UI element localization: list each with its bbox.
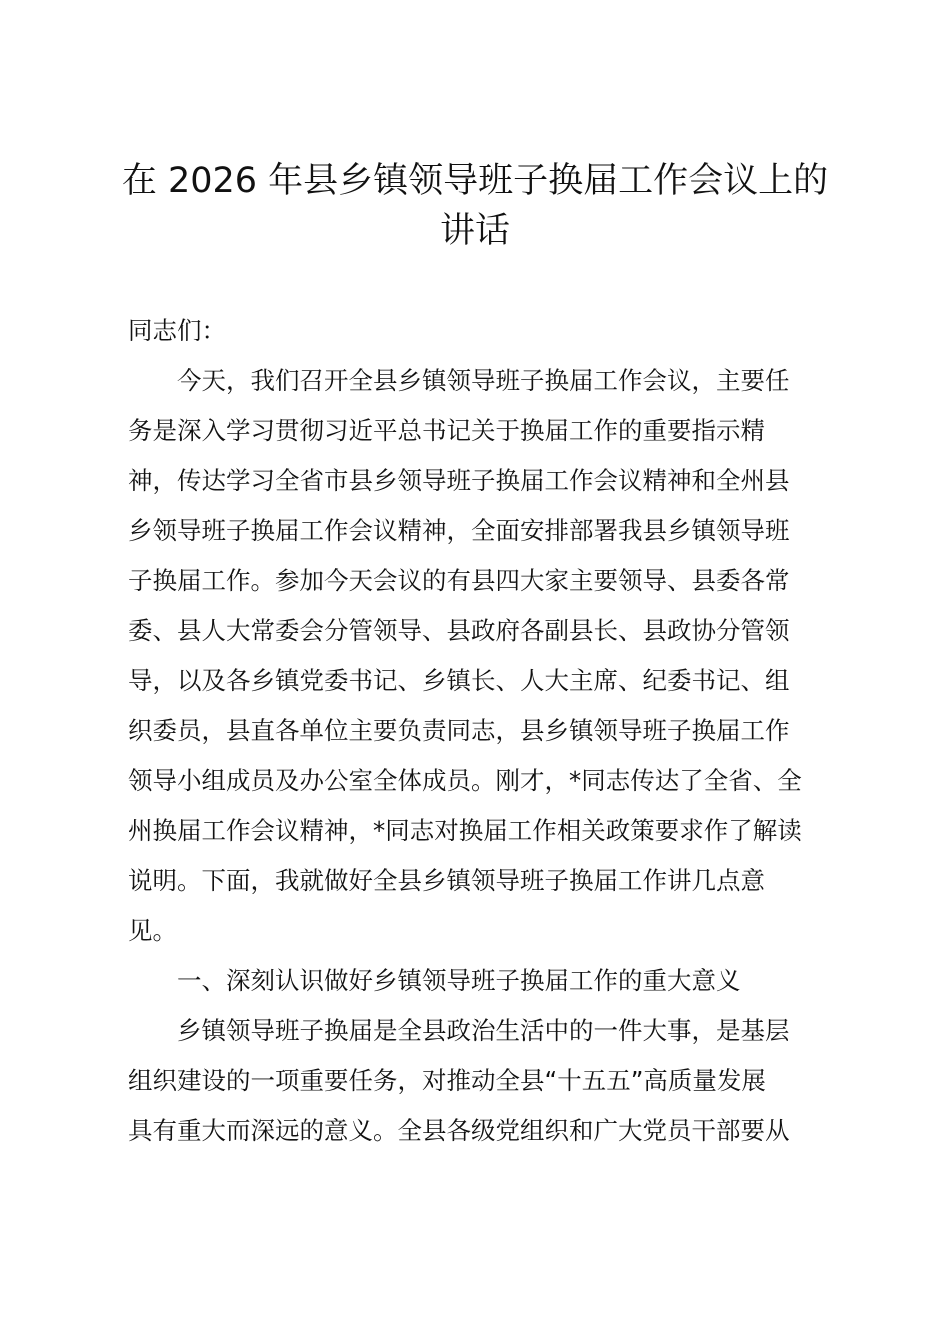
paragraph-line: 组织建设的一项重要任务，对推动全县“十五五”高质量发展 [128,1066,766,1095]
paragraph-opening [128,356,848,956]
paragraph-line: 导，以及各乡镇党委书记、乡镇长、人大主席、纪委书记、组 [128,666,790,695]
salutation: 同志们： [128,316,226,345]
paragraph-line: 见。 [128,916,177,945]
paragraph-line: 州换届工作会议精神，*同志对换届工作相关政策要求作了解读 [128,816,802,845]
paragraph-line: 织委员，县直各单位主要负责同志，县乡镇领导班子换届工作 [128,716,790,745]
paragraph-line: 子换届工作。参加今天会议的有县四大家主要领导、县委各常 [128,566,790,595]
paragraph-line: 今天，我们召开全县乡镇领导班子换届工作会议，主要任 [177,366,790,395]
paragraph-line: 领导小组成员及办公室全体成员。刚才，*同志传达了全省、全 [128,766,802,795]
paragraph-significance [128,1006,848,1156]
paragraph-line: 说明。下面，我就做好全县乡镇领导班子换届工作讲几点意 [128,866,765,895]
title-line: 在 2026 年县乡镇领导班子换届工作会议上的 [121,161,829,201]
paragraph-line: 神，传达学习全省市县乡领导班子换届工作会议精神和全州县 [128,466,790,495]
document-title [100,156,850,256]
paragraph-line: 乡领导班子换届工作会议精神，全面安排部署我县乡镇领导班 [128,516,790,545]
paragraph-line: 乡镇领导班子换届是全县政治生活中的一件大事，是基层 [177,1016,790,1045]
paragraph-line: 务是深入学习贯彻习近平总书记关于换届工作的重要指示精 [128,416,765,445]
section-heading: 一、深刻认识做好乡镇领导班子换届工作的重大意义 [177,966,741,995]
paragraph-line: 具有重大而深远的意义。全县各级党组织和广大党员干部要从 [128,1116,790,1145]
title-line: 讲话 [439,211,510,251]
paragraph-line: 委、县人大常委会分管领导、县政府各副县长、县政协分管领 [128,616,790,645]
document-body [128,306,848,1156]
